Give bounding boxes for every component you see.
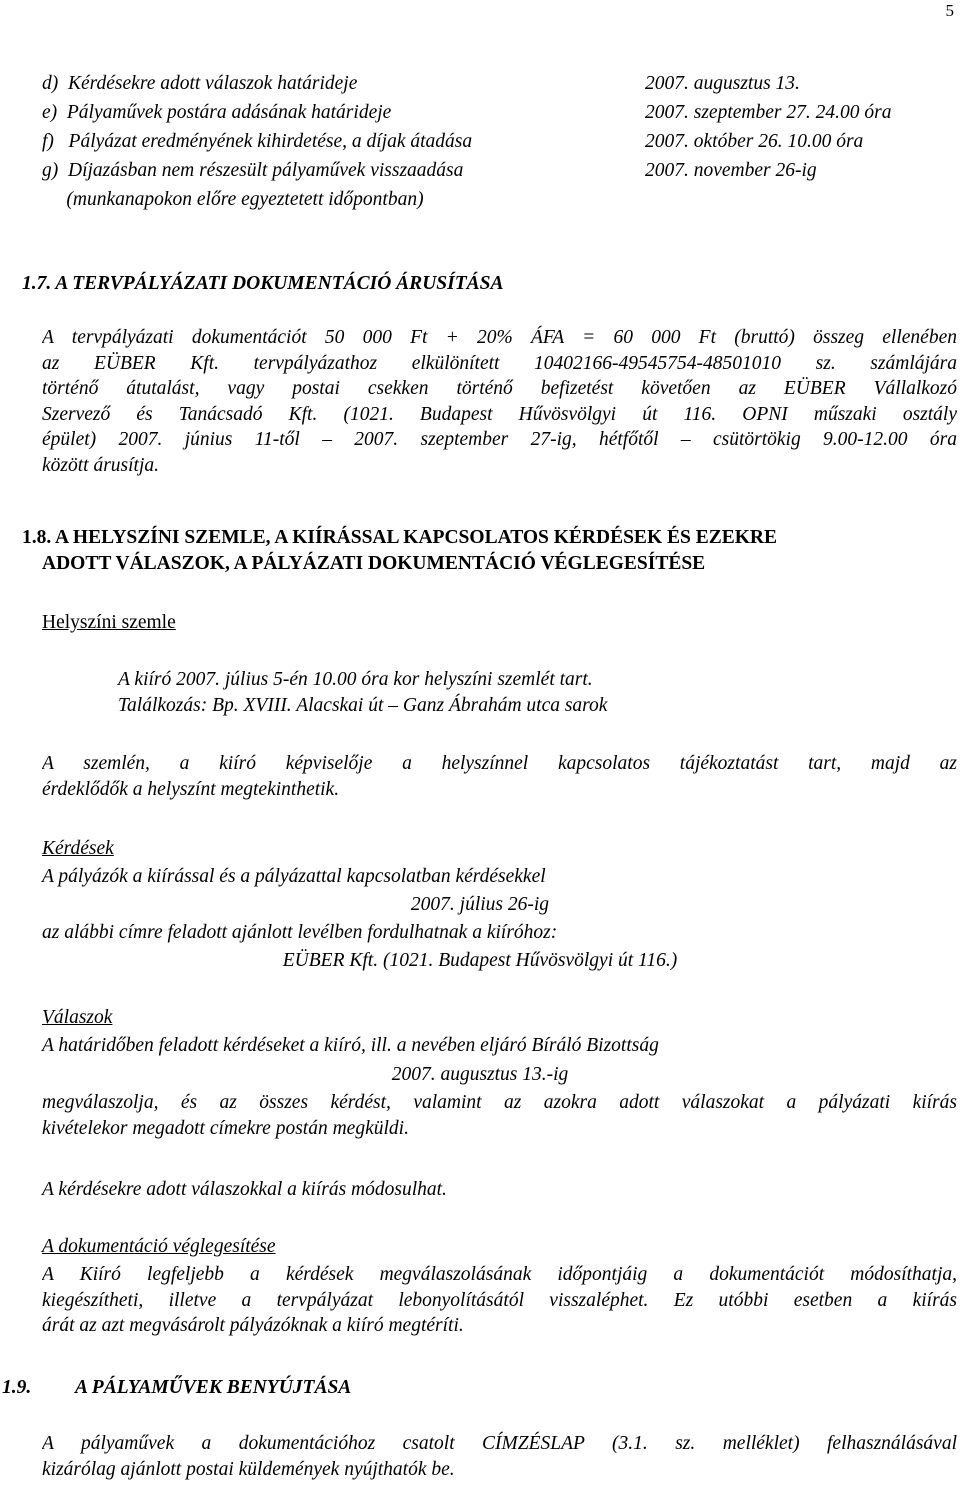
paragraph-line: Szervező és Tanácsadó Kft. (1021. Budapest Hűvösvölgyi út 116. OPNI műszaki osztály <box>42 403 957 425</box>
answers-line: A határidőben feladott kérdéseket a kiíró, ill. a nevében eljáró Bíráló Bizottság <box>42 1035 659 1056</box>
paragraph-line: történő átutalást, vagy postai csekken történő befizetést követően az EÜBER Vállalkozó <box>42 378 957 399</box>
site-visit-meeting: Találkozás: Bp. XVIII. Alacskai út – Ganz Ábrahám utca sarok <box>118 695 608 716</box>
schedule-value: 2007. szeptember 27. 24.00 óra <box>645 102 892 123</box>
questions-title: Kérdések <box>42 838 114 859</box>
finalize-paragraph <box>42 1262 957 1339</box>
questions-deadline: 2007. július 26-ig <box>410 894 550 915</box>
answers-modify-note: A kérdésekre adott válaszokkal a kiírás módosulhat. <box>42 1179 447 1200</box>
schedule-value: 2007. augusztus 13. <box>645 73 800 94</box>
schedule-value: 2007. november 26-ig <box>645 160 817 181</box>
schedule-value: 2007. október 26. 10.00 óra <box>645 131 864 152</box>
section-1-9-paragraph <box>42 1431 957 1482</box>
questions-line: az alábbi címre feladott ajánlott levélben fordulhatnak a kiíróhoz: <box>42 922 558 943</box>
site-visit-line: A kiíró 2007. július 5-én 10.00 óra kor helyszíni szemlét tart. <box>118 669 593 690</box>
paragraph-line: kizárólag ajánlott postai küldemények nyújthatók be. <box>42 1458 455 1480</box>
paragraph-line: megválaszolja, és az összes kérdést, valamint az azokra adott válaszokat a pályázati kiírás <box>42 1092 957 1113</box>
section-1-7-heading: 1.7. A TERVPÁLYÁZATI DOKUMENTÁCIÓ ÁRUSÍTÁSA <box>22 273 504 294</box>
site-visit-paragraph <box>42 751 957 802</box>
paragraph-line: kivételekor megadott címekre postán megküldi. <box>42 1117 409 1139</box>
paragraph-line: A pályaművek a dokumentációhoz csatolt CÍMZÉSLAP (3.1. sz. melléklet) felhasználásával <box>42 1433 957 1454</box>
section-1-8-heading <box>22 525 777 576</box>
schedule-label: f) Pályázat eredményének kihirdetése, a díjak átadása <box>42 131 473 152</box>
schedule-label: e) Pályaművek postára adásának határideje <box>42 102 392 123</box>
answers-paragraph <box>42 1090 957 1141</box>
paragraph-line: A szemlén, a kiíró képviselője a helyszínnel kapcsolatos tájékoztatást tart, majd az <box>42 753 957 774</box>
paragraph-line: A Kiíró legfeljebb a kérdések megválaszolásának időpontjáig a dokumentációt módosíthatja, <box>42 1264 957 1285</box>
schedule-label: (munkanapokon előre egyeztetett időpontban) <box>42 189 424 210</box>
page-number: 5 <box>945 1 954 20</box>
section-1-7-paragraph <box>42 325 957 478</box>
questions-line: A pályázók a kiírással és a pályázattal kapcsolatban kérdésekkel <box>42 866 546 887</box>
paragraph-line: kiegészítheti, illetve a tervpályázat lebonyolításától visszaléphet. Ez utóbbi esetben a kiírás <box>42 1289 957 1311</box>
site-visit-title: Helyszíni szemle <box>42 612 176 633</box>
schedule-label: g) Díjazásban nem részesült pályaművek visszaadása <box>42 160 464 181</box>
answers-deadline: 2007. augusztus 13.-ig <box>391 1064 569 1085</box>
paragraph-line: épület) 2007. június 11-től – 2007. szeptember 27-ig, hétfőtől – csütörtökig 9.00-12.00 óra <box>42 429 957 450</box>
answers-title: Válaszok <box>42 1007 113 1028</box>
questions-address: EÜBER Kft. (1021. Budapest Hűvösvölgyi út 116.) <box>282 950 678 971</box>
schedule-label: d) Kérdésekre adott válaszok határideje <box>42 73 358 94</box>
paragraph-line: árát az azt megvásárolt pályázóknak a kiíró megtéríti. <box>42 1315 464 1336</box>
section-1-9-number: 1.9. <box>2 1377 32 1398</box>
section-1-9-heading: A PÁLYAMŰVEK BENYÚJTÁSA <box>75 1377 352 1398</box>
paragraph-line: A tervpályázati dokumentációt 50 000 Ft + 20% ÁFA = 60 000 Ft (bruttó) összeg ellenében <box>42 327 957 348</box>
paragraph-line: érdeklődők a helyszínt megtekinthetik. <box>42 778 340 800</box>
finalize-title: A dokumentáció véglegesítése <box>42 1236 276 1257</box>
paragraph-line: között árusítja. <box>42 454 160 476</box>
paragraph-line: az EÜBER Kft. tervpályázathoz elkülönített 10402166-49545754-48501010 sz. számlájára <box>42 352 957 374</box>
heading-line: ADOTT VÁLASZOK, A PÁLYÁZATI DOKUMENTÁCIÓ VÉGLEGESÍTÉSE <box>42 552 706 574</box>
heading-line: 1.8. A HELYSZÍNI SZEMLE, A KIÍRÁSSAL KAPCSOLATOS KÉRDÉSEK ÉS EZEKRE <box>22 527 777 548</box>
